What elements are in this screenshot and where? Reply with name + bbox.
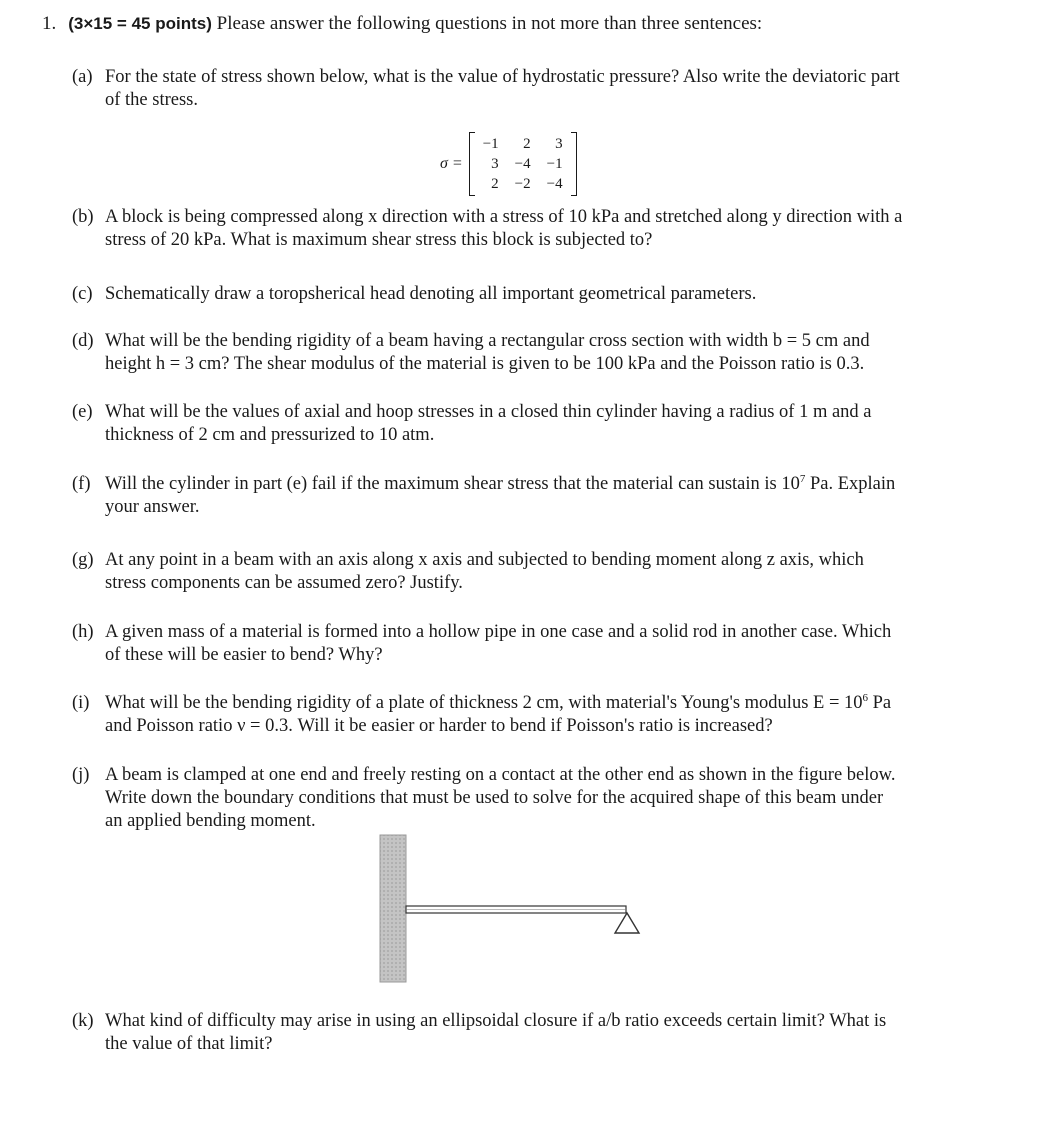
question-points: (3×15 = 45 points) [68,14,212,33]
matrix-cell: −1 [546,155,563,172]
item-label: (i) [72,693,90,713]
item-k [72,1010,1002,1056]
item-text: your answer. [105,497,200,517]
item-text: and Poisson ratio ν = 0.3. Will it be easier or harder to bend if Poisson's ratio is increased? [105,716,773,736]
item-text: height h = 3 cm? The shear modulus of the material is given to be 100 kPa and the Poisson ratio is 0.3. [105,354,865,374]
item-text: What kind of difficulty may arise in using an ellipsoidal closure if a/b ratio exceeds certain limit? What is [105,1011,887,1031]
item-text: At any point in a beam with an axis along x axis and subjected to bending moment along z axis, which [105,550,864,570]
item-superscript: 7 [799,472,806,485]
item-label: (g) [72,550,94,570]
item-text: A beam is clamped at one end and freely resting on a contact at the other end as shown in the figure below. [105,765,896,785]
item-text: stress components can be assumed zero? Justify. [105,573,463,593]
matrix-cell: −1 [482,135,499,152]
clamped-wall [380,835,406,982]
item-label: (b) [72,207,94,227]
item-label: (e) [72,402,93,422]
item-superscript: 6 [862,691,869,704]
matrix-cell: 2 [523,135,531,152]
item-text: What will be the values of axial and hoop stresses in a closed thin cylinder having a radius of 1 m and a [105,402,872,422]
item-i [72,692,1002,738]
item-text: Schematically draw a toropsherical head denoting all important geometrical parameters. [105,284,757,304]
item-text: For the state of stress shown below, what is the value of hydrostatic pressure? Also write the deviatoric part [105,67,900,87]
item-b [72,206,1002,252]
item-text: of the stress. [105,90,198,110]
matrix-cell: −4 [514,155,531,172]
item-d [72,330,1002,376]
roller-support [615,913,639,933]
item-text: Will the cylinder in part (e) fail if the maximum shear stress that the material can sustain is 10 [105,474,800,494]
question-number: 1. [42,13,57,34]
item-text: What will be the bending rigidity of a plate of thickness 2 cm, with material's Young's modulus E = 10 [105,693,863,713]
matrix-cell: 3 [555,135,563,152]
item-label: (h) [72,622,94,642]
item-j [72,764,1002,833]
item-text: A given mass of a material is formed into a hollow pipe in one case and a solid rod in another case. Which [105,622,892,642]
matrix-brackets [469,132,577,196]
question-header [42,12,762,36]
item-h [72,621,1002,667]
item-label: (d) [72,331,94,351]
item-f [72,473,1002,519]
item-text: of these will be easier to bend? Why? [105,645,383,665]
item-label: (j) [72,765,90,785]
item-text: Write down the boundary conditions that must be used to solve for the acquired shape of this beam under [105,788,884,808]
question-instruction: Please answer the following questions in not more than three sentences: [216,13,763,34]
item-text: an applied bending moment. [105,811,316,831]
clamped-beam-figure [375,830,675,985]
matrix-cell: 3 [491,155,499,172]
item-text: thickness of 2 cm and pressurized to 10 atm. [105,425,435,445]
item-e [72,401,1002,447]
item-text: Pa. Explain [805,474,896,494]
item-text: the value of that limit? [105,1034,273,1054]
matrix-cell: 2 [491,175,499,192]
matrix-cell: −2 [514,175,531,192]
item-text: stress of 20 kPa. What is maximum shear stress this block is subjected to? [105,230,653,250]
item-g [72,549,1002,595]
matrix-cell: −4 [546,175,563,192]
item-text: What will be the bending rigidity of a beam having a rectangular cross section with width b = 5 cm and [105,331,870,351]
item-label: (c) [72,284,93,304]
item-text: A block is being compressed along x direction with a stress of 10 kPa and stretched along y direction with a [105,207,903,227]
item-label: (k) [72,1011,94,1031]
item-a [72,66,1002,112]
item-c [72,283,1002,306]
item-label: (f) [72,474,91,494]
item-text: Pa [868,693,892,713]
sigma-symbol: σ = [440,155,463,172]
stress-matrix [440,132,577,196]
item-label: (a) [72,67,93,87]
